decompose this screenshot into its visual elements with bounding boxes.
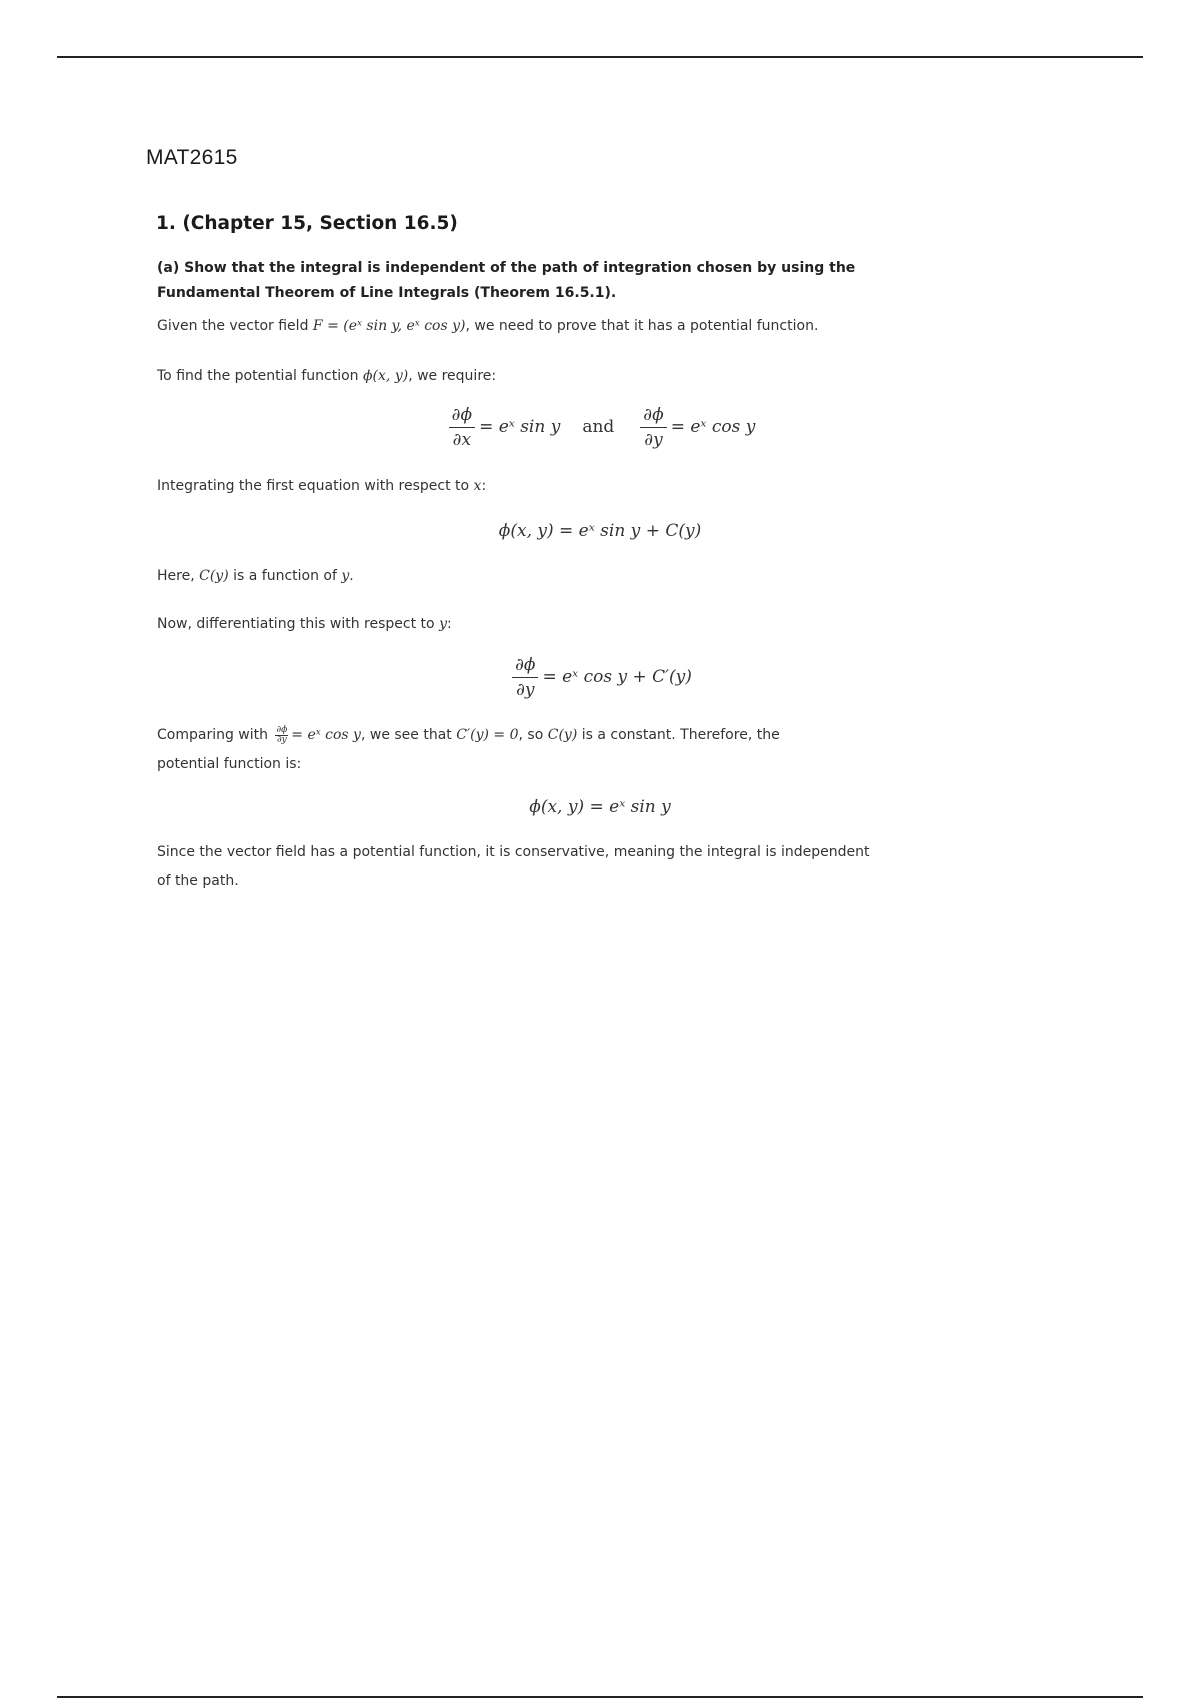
eq3-den: ∂y	[516, 679, 535, 700]
here-mid: is a function of	[233, 568, 337, 584]
conclusion-line1: Since the vector field has a potential function, it is conservative, meaning the integral is independent	[157, 844, 870, 860]
eq3-num: ∂ϕ	[512, 655, 538, 678]
equation-partials	[0, 402, 1200, 452]
comparing-suffix: is a constant. Therefore, the	[581, 727, 780, 743]
eq1-left-rhs: = eˣ sin y	[479, 417, 561, 437]
comparing-mid: , we see that	[360, 727, 452, 743]
comparing-den: ∂y	[276, 734, 287, 745]
eq1-and: and	[582, 417, 615, 437]
find-prefix: To find the potential function	[157, 368, 359, 384]
eq4-formula: ϕ(x, y) = eˣ sin y	[529, 797, 671, 817]
integrating-line: Integrating the first equation with respect to x:	[157, 478, 487, 494]
comparing-so: , so	[518, 727, 544, 743]
conclusion-line2: of the path.	[157, 873, 239, 889]
equation-integrated	[0, 516, 1200, 546]
now-text: Now, differentiating this with respect to	[157, 616, 435, 632]
given-field-formula: F = (eˣ sin y, eˣ cos y)	[312, 318, 466, 334]
comparing-num: ∂ϕ	[276, 724, 288, 735]
eq1-right-num: ∂ϕ	[640, 405, 666, 428]
here-var: y	[341, 568, 350, 584]
here-prefix: Here,	[157, 568, 195, 584]
equation-differentiated	[0, 651, 1200, 703]
comparing-cy: C(y)	[547, 727, 578, 743]
eq1-right-den: ∂y	[644, 429, 663, 450]
find-suffix: , we require:	[408, 368, 497, 384]
eq1-right-rhs: = eˣ cos y	[670, 417, 756, 437]
now-var: y	[439, 616, 447, 632]
part-a-prompt-line1: (a) Show that the integral is independent of the path of integration chosen by using the	[157, 260, 856, 276]
eq2-formula: ϕ(x, y) = eˣ sin y + C(y)	[498, 521, 702, 541]
comparing-prefix: Comparing with	[157, 727, 269, 743]
integrating-var: x	[473, 478, 482, 494]
bottom-rule	[57, 1696, 1143, 1698]
equation-potential	[0, 792, 1200, 822]
eq3-fraction	[512, 655, 538, 700]
here-line: Here, C(y) is a function of y.	[157, 568, 354, 584]
comparing-cprime: C′(y) = 0	[456, 727, 519, 743]
integrating-text: Integrating the first equation with respect to	[157, 478, 470, 494]
eq1-left-fraction	[449, 405, 475, 450]
eq1-left-num: ∂ϕ	[449, 405, 475, 428]
eq3-rhs: = eˣ cos y + C′(y)	[542, 667, 692, 687]
eq1-left-den: ∂x	[452, 429, 472, 450]
now-line: Now, differentiating this with respect to y:	[157, 616, 452, 632]
comparing-fraction	[275, 726, 288, 745]
given-line	[157, 314, 897, 339]
comparing-line	[157, 723, 897, 748]
potential-line: potential function is:	[157, 756, 302, 772]
eq1-right-fraction	[640, 405, 666, 450]
top-rule	[57, 56, 1143, 58]
here-cy: C(y)	[199, 568, 229, 584]
course-code: MAT2615	[146, 146, 238, 169]
find-line	[157, 364, 897, 389]
find-phi: ϕ(x, y)	[363, 368, 409, 384]
question-heading: 1. (Chapter 15, Section 16.5)	[156, 213, 458, 234]
given-prefix: Given the vector field	[157, 318, 309, 334]
comparing-rhs: = eˣ cos y	[291, 727, 361, 743]
given-suffix: , we need to prove that it has a potential function.	[465, 318, 819, 334]
part-a-prompt-line2: Fundamental Theorem of Line Integrals (Theorem 16.5.1).	[157, 285, 617, 301]
